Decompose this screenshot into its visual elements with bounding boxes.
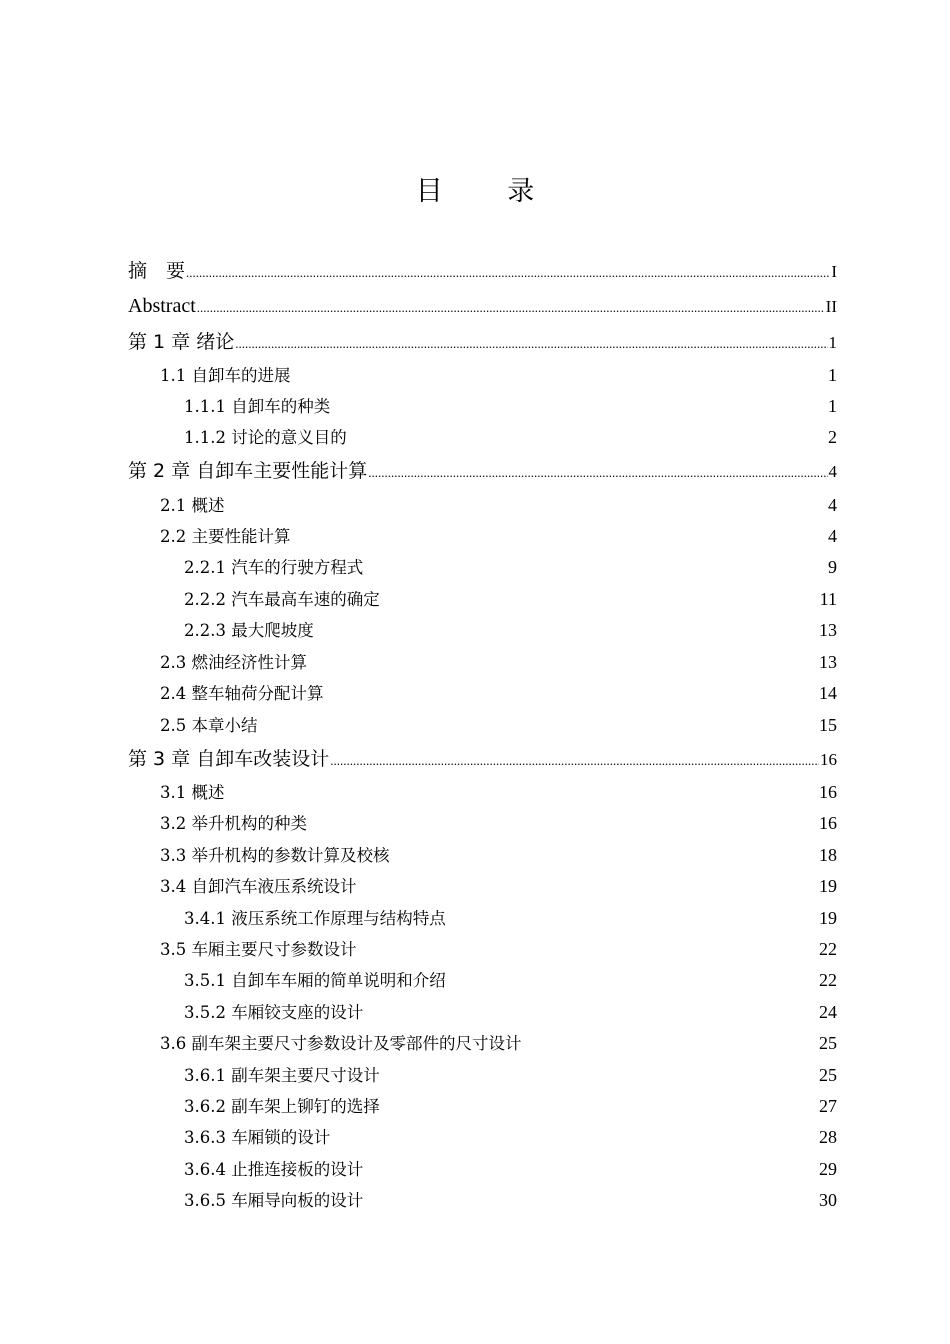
toc-entry-label: 3.5.2 车厢铰支座的设计 <box>184 1003 364 1022</box>
toc-entry-page: 4 <box>828 526 837 546</box>
toc-leader-dots <box>330 744 819 778</box>
toc-entry[interactable] <box>128 934 837 964</box>
toc-entry-page: 25 <box>819 1065 837 1085</box>
toc-entry[interactable] <box>128 1091 837 1121</box>
toc-entry-page: 22 <box>819 939 837 959</box>
toc-entry-label: 3.6 副车架主要尺寸参数设计及零部件的尺寸设计 <box>160 1034 522 1053</box>
toc-entry-page: 1 <box>828 333 837 352</box>
toc-entry[interactable] <box>128 552 837 582</box>
toc-entry[interactable] <box>128 678 837 708</box>
toc-entry-label: 第 3 章 自卸车改装设计 <box>128 748 330 770</box>
page-title: 目 录 <box>415 176 563 207</box>
toc-entry-label: 3.2 举升机构的种类 <box>160 814 307 833</box>
toc-entry-page: II <box>825 297 837 316</box>
toc-entry-label: 2.1 概述 <box>160 496 225 515</box>
toc-entry-label: 3.6.1 副车架主要尺寸设计 <box>184 1066 380 1085</box>
toc-entry[interactable] <box>128 1154 837 1184</box>
toc-entry[interactable] <box>128 777 837 807</box>
toc-entry[interactable] <box>128 997 837 1027</box>
toc-entry-label: 摘 要 <box>128 260 186 282</box>
toc-entry-label: 3.4.1 液压系统工作原理与结构特点 <box>184 909 446 928</box>
toc-entry-label: 2.4 整车轴荷分配计算 <box>160 684 324 703</box>
toc-entry-label: 1.1.2 讨论的意义目的 <box>184 428 347 447</box>
toc-entry-page: 13 <box>819 620 837 640</box>
toc-leader-dots <box>197 291 825 325</box>
toc-entry-page: 19 <box>819 876 837 896</box>
toc-entry[interactable] <box>128 1122 837 1152</box>
toc-entry[interactable] <box>128 1185 837 1215</box>
toc-entry-page: 29 <box>819 1159 837 1179</box>
toc-leader-dots <box>186 256 830 290</box>
toc-entry-label: 3.1 概述 <box>160 783 225 802</box>
toc-entry[interactable] <box>128 965 837 995</box>
toc-entry-page: 15 <box>819 715 837 735</box>
toc-entry[interactable] <box>128 391 837 421</box>
toc-entry-page: 1 <box>828 365 837 385</box>
toc-entry[interactable] <box>128 360 837 390</box>
toc-entry-page: 4 <box>828 495 837 515</box>
toc-entry-page: 27 <box>819 1096 837 1116</box>
toc-entry[interactable] <box>128 808 837 838</box>
toc-leader-dots <box>368 456 827 490</box>
toc-entry[interactable] <box>128 584 837 614</box>
toc-entry[interactable] <box>128 454 837 488</box>
toc-entry-label: 3.6.5 车厢导向板的设计 <box>184 1191 364 1210</box>
toc-entry[interactable] <box>128 422 837 452</box>
toc-entry-page: 2 <box>828 427 837 447</box>
toc-entry[interactable] <box>128 254 837 288</box>
toc-entry-label: 2.2.2 汽车最高车速的确定 <box>184 590 380 609</box>
toc-entry-page: 1 <box>828 396 837 416</box>
toc-entry[interactable] <box>128 647 837 677</box>
toc-entry-label: 第 1 章 绪论 <box>128 331 235 353</box>
toc-entry[interactable] <box>128 742 837 776</box>
toc-entry[interactable] <box>128 289 837 323</box>
toc-entry-page: 18 <box>819 845 837 865</box>
toc-entry-label: 2.3 燃油经济性计算 <box>160 653 307 672</box>
toc-entry[interactable] <box>128 871 837 901</box>
toc-entry[interactable] <box>128 710 837 740</box>
toc-entry-label: 3.6.2 副车架上铆钉的选择 <box>184 1097 380 1116</box>
toc-entry-page: 30 <box>819 1190 837 1210</box>
toc-entry-page: 19 <box>819 908 837 928</box>
toc-entry-label: 3.4 自卸汽车液压系统设计 <box>160 877 357 896</box>
toc-entry-label: 第 2 章 自卸车主要性能计算 <box>128 460 368 482</box>
toc-entry-label: 3.5.1 自卸车车厢的简单说明和介绍 <box>184 971 446 990</box>
toc-entry-page: 16 <box>819 782 837 802</box>
toc-entry[interactable] <box>128 325 837 359</box>
toc-entry[interactable] <box>128 521 837 551</box>
toc-entry-page: 22 <box>819 970 837 990</box>
toc-entry[interactable] <box>128 1060 837 1090</box>
toc-entry-label: 3.6.3 车厢锁的设计 <box>184 1128 331 1147</box>
toc-entry-page: 4 <box>828 462 837 481</box>
toc-entry[interactable] <box>128 1028 837 1058</box>
toc-entry-page: 25 <box>819 1033 837 1053</box>
toc-entry-label: 2.2 主要性能计算 <box>160 527 291 546</box>
toc-entry-label: 3.6.4 止推连接板的设计 <box>184 1160 364 1179</box>
toc-entry-label: 3.5 车厢主要尺寸参数设计 <box>160 940 357 959</box>
toc-entry[interactable] <box>128 840 837 870</box>
toc-entry-label: 1.1 自卸车的进展 <box>160 366 291 385</box>
toc-entry-page: 14 <box>819 683 837 703</box>
toc-entry[interactable] <box>128 490 837 520</box>
toc-entry-label: 2.5 本章小结 <box>160 716 258 735</box>
toc-entry-label: 2.2.3 最大爬坡度 <box>184 621 314 640</box>
toc-entry-label: 2.2.1 汽车的行驶方程式 <box>184 558 364 577</box>
toc-entry[interactable] <box>128 615 837 645</box>
toc-entry-label: 1.1.1 自卸车的种类 <box>184 397 331 416</box>
toc-entry-page: 16 <box>819 813 837 833</box>
toc-entry-page: 13 <box>819 652 837 672</box>
toc-entry-label: Abstract <box>128 295 196 317</box>
toc-entry-page: 24 <box>819 1002 837 1022</box>
toc-entry-page: 28 <box>819 1127 837 1147</box>
toc-entry-page: 16 <box>820 750 837 769</box>
toc-entry-page: I <box>831 262 837 281</box>
toc-entry-label: 3.3 举升机构的参数计算及校核 <box>160 846 390 865</box>
toc-entry-page: 9 <box>828 557 837 577</box>
toc-entry[interactable] <box>128 903 837 933</box>
toc-leader-dots <box>235 327 827 361</box>
toc-entry-page: 11 <box>819 589 837 609</box>
